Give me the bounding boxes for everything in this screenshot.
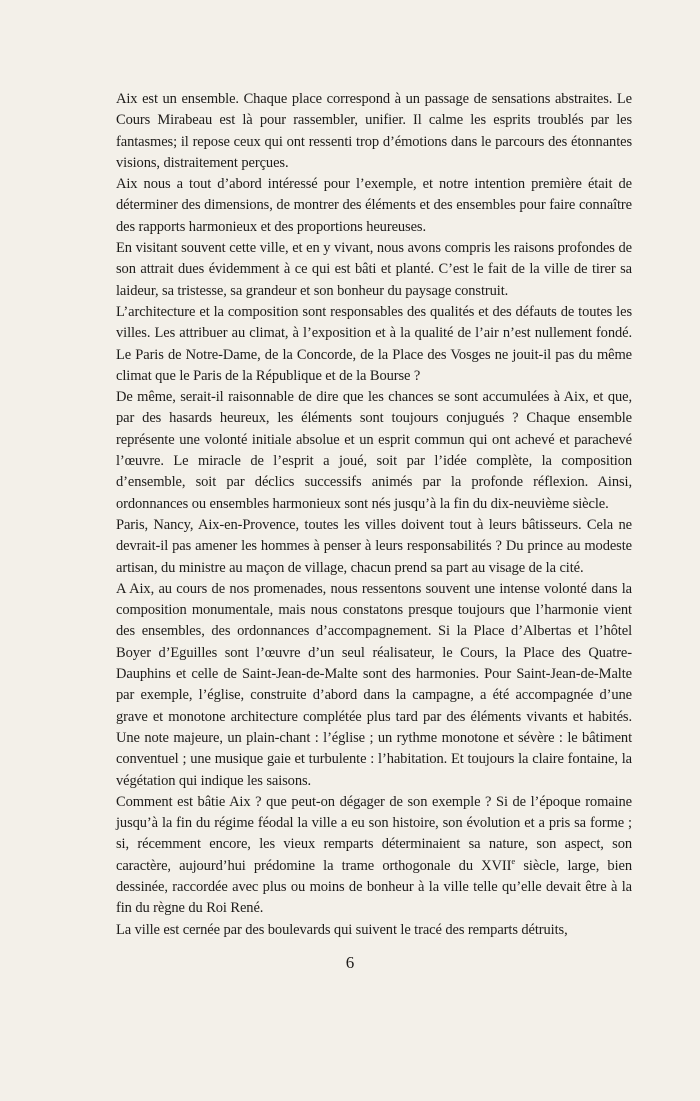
- century-superscript: e: [511, 855, 516, 866]
- paragraph: A Aix, au cours de nos promenades, nous ressentons souvent une intense volonté dans la composition monumentale, mais nous constatons presque toujours que l’harmonie vient des ensembles, des ordonnances d’accompagnement. Si la Place d’Albertas et l’hôtel Boyer d’Eguilles sont l’œuvre d’un seul réalisateur, le Cours, la Place des Quatre-Dauphins et celle de Saint-Jean-de-Malte sont des harmonies. Pour Saint-Jean-de-Malte par exemple, l’église, construite d’abord dans la campagne, a été accompagnée d’une grave et monotone architecture complétée plus tard par des éléments vivants et habités. Une note majeure, un plain-chant : l’église ; un rythme monotone et sévère : le bâtiment conventuel ; une musique gaie et turbulente : l’habitation. Et toujours la claire fontaine, la végétation qui indique les saisons.: [116, 580, 632, 789]
- paragraph: En visitant souvent cette ville, et en y vivant, nous avons compris les raisons profondes de son attrait dues évidemment à ce qui est bâti et planté. C’est le fait de la ville de tirer sa laideur, sa tristesse, sa grandeur et son bonheur du paysage construit.: [116, 240, 632, 299]
- paragraph: L’architecture et la composition sont responsables des qualités et des défauts de toutes les villes. Les attribuer au climat, à l’exposition et à la qualité de l’air n’est nullement fondé. Le Paris de Notre-Dame, de la Concorde, de la Place des Vosges ne jouit-il pas du même climat que le Paris de la République et de la Bourse ?: [116, 303, 632, 384]
- paragraph: De même, serait-il raisonnable de dire que les chances se sont accumulées à Aix, et que, par des hasards heureux, les éléments sont toujours conjugués ? Chaque ensemble représente une volonté initiale absolue et un esprit commun qui ont achevé et parachevé l’œuvre. Le miracle de l’esprit a joué, soit par l’idée complète, la composition d’ensemble, soit par déclics successifs animés par la profonde réflexion. Ainsi, ordonnances ou ensembles harmonieux sont nés jusqu’à la fin du dix-neuvième siècle.: [116, 389, 632, 512]
- paragraph-text: Comment est bâtie Aix ? que peut-on dégager de son exemple ? Si de l’époque romaine jusqu’à la fin du régime féodal la ville a eu son histoire, son évolution et a pris sa forme ; si, récemment encore, les vieux remparts déterminaient sa nature, son aspect, son caractère, aujourd’hui prédomine la trame orthogonale du XVII: [116, 793, 632, 874]
- paragraph: Aix est un ensemble. Chaque place correspond à un passage de sensations abstraites. Le Cours Mirabeau est là pour rassembler, unifier. Il calme les esprits troublés par les fantasmes; il repose ceux qui ont ressenti trop d’émotions dans le parcours des étonnantes visions, distraitement perçues.: [116, 91, 632, 171]
- body-text: [116, 89, 632, 941]
- paragraph: Aix nous a tout d’abord intéressé pour l’exemple, et notre intention première était de déterminer des dimensions, de montrer des éléments et des ensembles pour faire connaître des rapports harmonieux et des proportions heureuses.: [116, 176, 632, 235]
- page-number: 6: [345, 953, 355, 972]
- paragraph: La ville est cernée par des boulevards qui suivent le tracé des remparts détruits,: [116, 921, 568, 938]
- paragraph-with-superscript: [116, 792, 632, 920]
- paragraph-text-tail: siècle, large, bien dessinée, raccordée avec plus ou moins de bonheur à la ville telle qu’elle devait être à la fin du règne du Roi René.: [116, 857, 632, 917]
- paragraph: Paris, Nancy, Aix-en-Provence, toutes les villes doivent tout à leurs bâtisseurs. Cela ne devrait-il pas amener les hommes à penser à leurs responsabilités ? Du prince au modeste artisan, du ministre au maçon de village, chacun prend sa part au visage de la cité.: [116, 516, 632, 576]
